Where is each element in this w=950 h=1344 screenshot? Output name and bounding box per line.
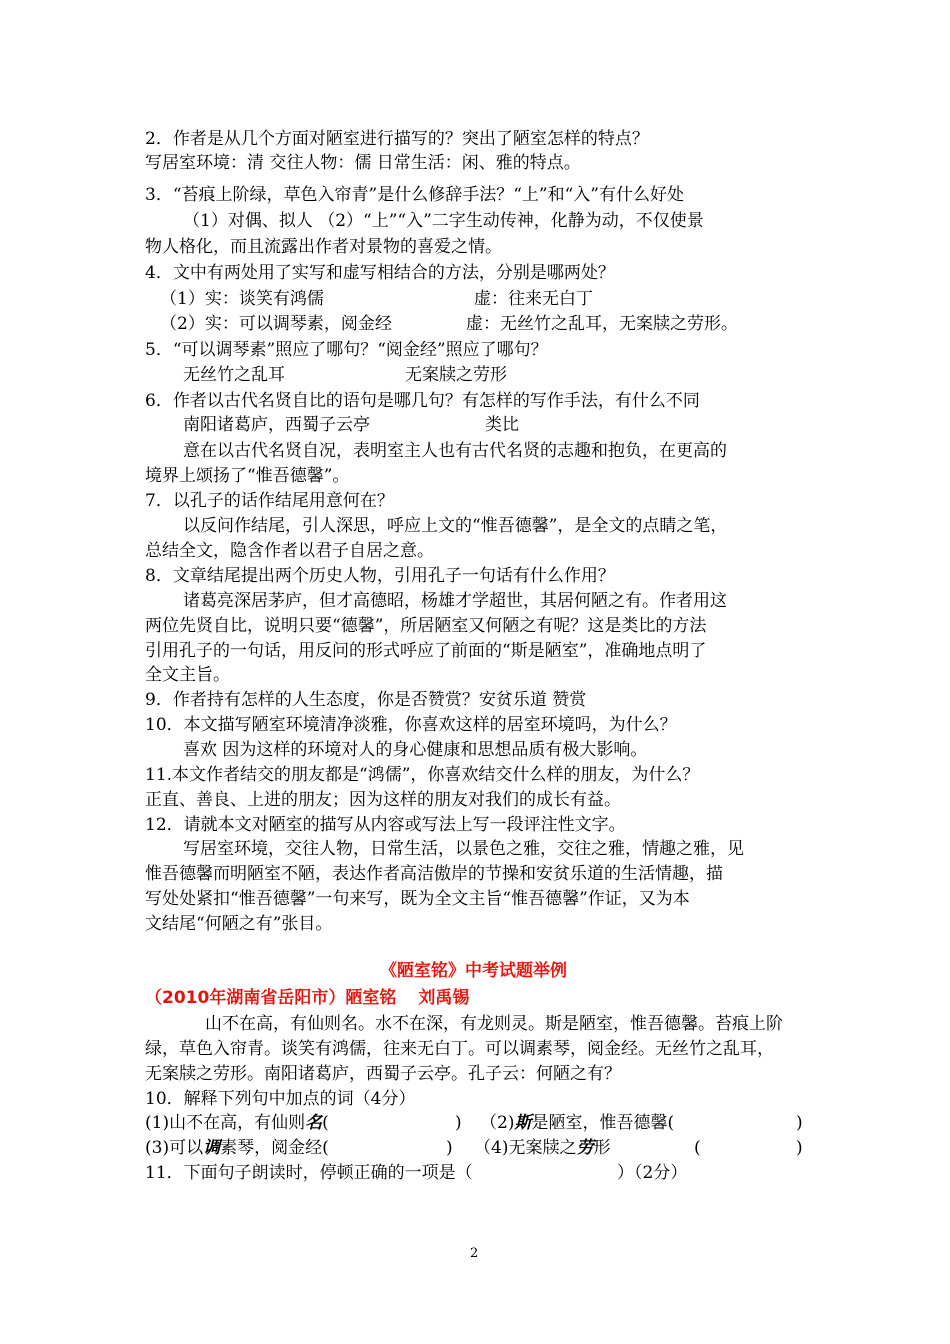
answer-8-line-4: 全文主旨。 bbox=[145, 665, 230, 685]
poem-line-3: 无案牍之劳形。南阳诸葛庐，西蜀子云亭。孔子云：何陋之有？ bbox=[145, 1064, 621, 1084]
q10-item-1-close: ) bbox=[455, 1113, 462, 1133]
answer-8-line-1: 诸葛亮深居茅庐，但才高德昭，杨雄才学超世，其居何陋之有。作者用这 bbox=[183, 591, 727, 611]
section-heading bbox=[145, 987, 469, 1009]
poem-line-2: 绿，草色入帘青。谈笑有鸿儒，往来无白丁。可以调素琴，阅金经。无丝竹之乱耳， bbox=[145, 1039, 774, 1059]
poem-line-1: 山不在高，有仙则名。水不在深，有龙则灵。斯是陋室，惟吾德馨。苔痕上阶 bbox=[205, 1014, 783, 1034]
q10-item-2-key: 斯 bbox=[514, 1113, 532, 1133]
q10-item-3-key: 调 bbox=[203, 1138, 221, 1158]
answer-4-virtual-1: 虚：往来无白丁 bbox=[474, 289, 593, 309]
q10-item-4-key: 劳 bbox=[576, 1138, 594, 1158]
answer-12-line-3: 写处处紧扣“惟吾德馨”一句来写，既为全文主旨“惟吾德馨”作证，又为本 bbox=[145, 889, 690, 909]
answer-6-line-2: 境界上颂扬了“惟吾德馨”。 bbox=[145, 466, 350, 486]
section-title: 《陋室铭》中考试题举例 bbox=[380, 961, 567, 981]
answer-12-line-1: 写居室环境，交往人物，日常生活，以景色之雅，交往之雅，情趣之雅，见 bbox=[183, 839, 744, 859]
answer-10: 喜欢 因为这样的环境对人的身心健康和思想品质有极大影响。 bbox=[183, 740, 648, 760]
answer-11: 正直、善良、上进的朋友；因为这样的朋友对我们的成长有益。 bbox=[145, 790, 621, 810]
exam-question-10: 10．解释下列句中加点的词（4分） bbox=[145, 1089, 416, 1109]
q10-item-1-key: 名 bbox=[305, 1113, 323, 1133]
question-10: 10．本文描写陋室环境清净淡雅，你喜欢这样的居室环境吗，为什么？ bbox=[145, 715, 677, 735]
page-number: 2 bbox=[470, 1246, 479, 1261]
answer-7-line-2: 总结全文，隐含作者以君子自居之意。 bbox=[145, 541, 434, 561]
exam-source: （2010年湖南省岳阳市） bbox=[145, 988, 346, 1008]
question-4: 4．文中有两处用了实写和虚写相结合的方法，分别是哪两处？ bbox=[145, 263, 615, 283]
answer-6-line-1: 意在以古代名贤自况，表明室主人也有古代名贤的志趣和抱负，在更高的 bbox=[183, 441, 727, 461]
question-6: 6．作者以古代名贤自比的语句是哪几句？有怎样的写作手法，有什么不同 bbox=[145, 391, 700, 411]
answer-7-line-1: 以反问作结尾，引人深思，呼应上文的“惟吾德馨”，是全文的点睛之笔， bbox=[183, 516, 728, 536]
question-2: 2．作者是从几个方面对陋室进行描写的？突出了陋室怎样的特点？ bbox=[145, 129, 649, 149]
q10-item-4: （4)无案牍之劳形 bbox=[474, 1138, 611, 1158]
answer-3-line-2: 物人格化，而且流露出作者对景物的喜爱之情。 bbox=[145, 237, 502, 257]
q10-item-2-close: ) bbox=[796, 1113, 803, 1133]
answer-4-virtual-2: 虚：无丝竹之乱耳，无案牍之劳形。 bbox=[466, 314, 738, 334]
q10-item-3-close: ) bbox=[446, 1138, 453, 1158]
answer-4-real-1: （1）实：谈笑有鸿儒 bbox=[160, 289, 324, 309]
work-title: 陋室铭 bbox=[345, 988, 397, 1008]
q10-item-2: （2)斯是陋室，惟吾德馨( bbox=[480, 1113, 675, 1133]
answer-12-line-4: 文结尾“何陋之有”张目。 bbox=[145, 914, 333, 934]
exam-question-11-tail: ）（2分） bbox=[617, 1163, 688, 1183]
question-9: 9．作者持有怎样的人生态度，你是否赞赏？安贫乐道 赞赏 bbox=[145, 690, 587, 710]
q10-item-4-open: ( bbox=[694, 1138, 701, 1158]
answer-2: 写居室环境：清 交往人物：儒 日常生活：闲、雅的特点。 bbox=[145, 153, 581, 173]
question-3: 3．“苔痕上阶绿，草色入帘青”是什么修辞手法？“上”和“入”有什么好处 bbox=[145, 185, 684, 205]
q10-item-1: (1)山不在高，有仙则名( bbox=[145, 1113, 329, 1133]
work-author: 刘禹锡 bbox=[418, 988, 470, 1008]
q10-item-3: (3)可以调素琴，阅金经( bbox=[145, 1138, 329, 1158]
answer-4-real-2: （2）实：可以调琴素，阅金经 bbox=[160, 314, 392, 334]
answer-6-a: 南阳诸葛庐，西蜀子云亭 bbox=[183, 415, 370, 435]
answer-5-b: 无案牍之劳形 bbox=[405, 365, 507, 385]
q10-item-4-close: ) bbox=[796, 1138, 803, 1158]
answer-5-a: 无丝竹之乱耳 bbox=[183, 365, 285, 385]
answer-3-line-1: （1）对偶、拟人 （2）“上”“入”二字生动传神，化静为动，不仅使景 bbox=[183, 211, 704, 231]
answer-6-b: 类比 bbox=[485, 415, 519, 435]
question-11: 11.本文作者结交的朋友都是“鸿儒”，你喜欢结交什么样的朋友，为什么？ bbox=[145, 765, 700, 785]
question-12: 12．请就本文对陋室的描写从内容或写法上写一段评注性文字。 bbox=[145, 815, 626, 835]
answer-8-line-3: 引用孔子的一句话，用反问的形式呼应了前面的“斯是陋室”，准确地点明了 bbox=[145, 641, 707, 661]
question-8: 8．文章结尾提出两个历史人物，引用孔子一句话有什么作用？ bbox=[145, 566, 615, 586]
question-7: 7．以孔子的话作结尾用意何在？ bbox=[145, 491, 394, 511]
answer-12-line-2: 惟吾德馨而明陋室不陋，表达作者高洁傲岸的节操和安贫乐道的生活情趣，描 bbox=[145, 864, 723, 884]
answer-8-line-2: 两位先贤自比，说明只要“德馨”，所居陋室又何陋之有呢？这是类比的方法 bbox=[145, 616, 707, 636]
exam-question-11: 11．下面句子朗读时，停顿正确的一项是（ bbox=[145, 1163, 473, 1183]
question-5: 5．“可以调琴素”照应了哪句？“阅金经”照应了哪句？ bbox=[145, 340, 548, 360]
